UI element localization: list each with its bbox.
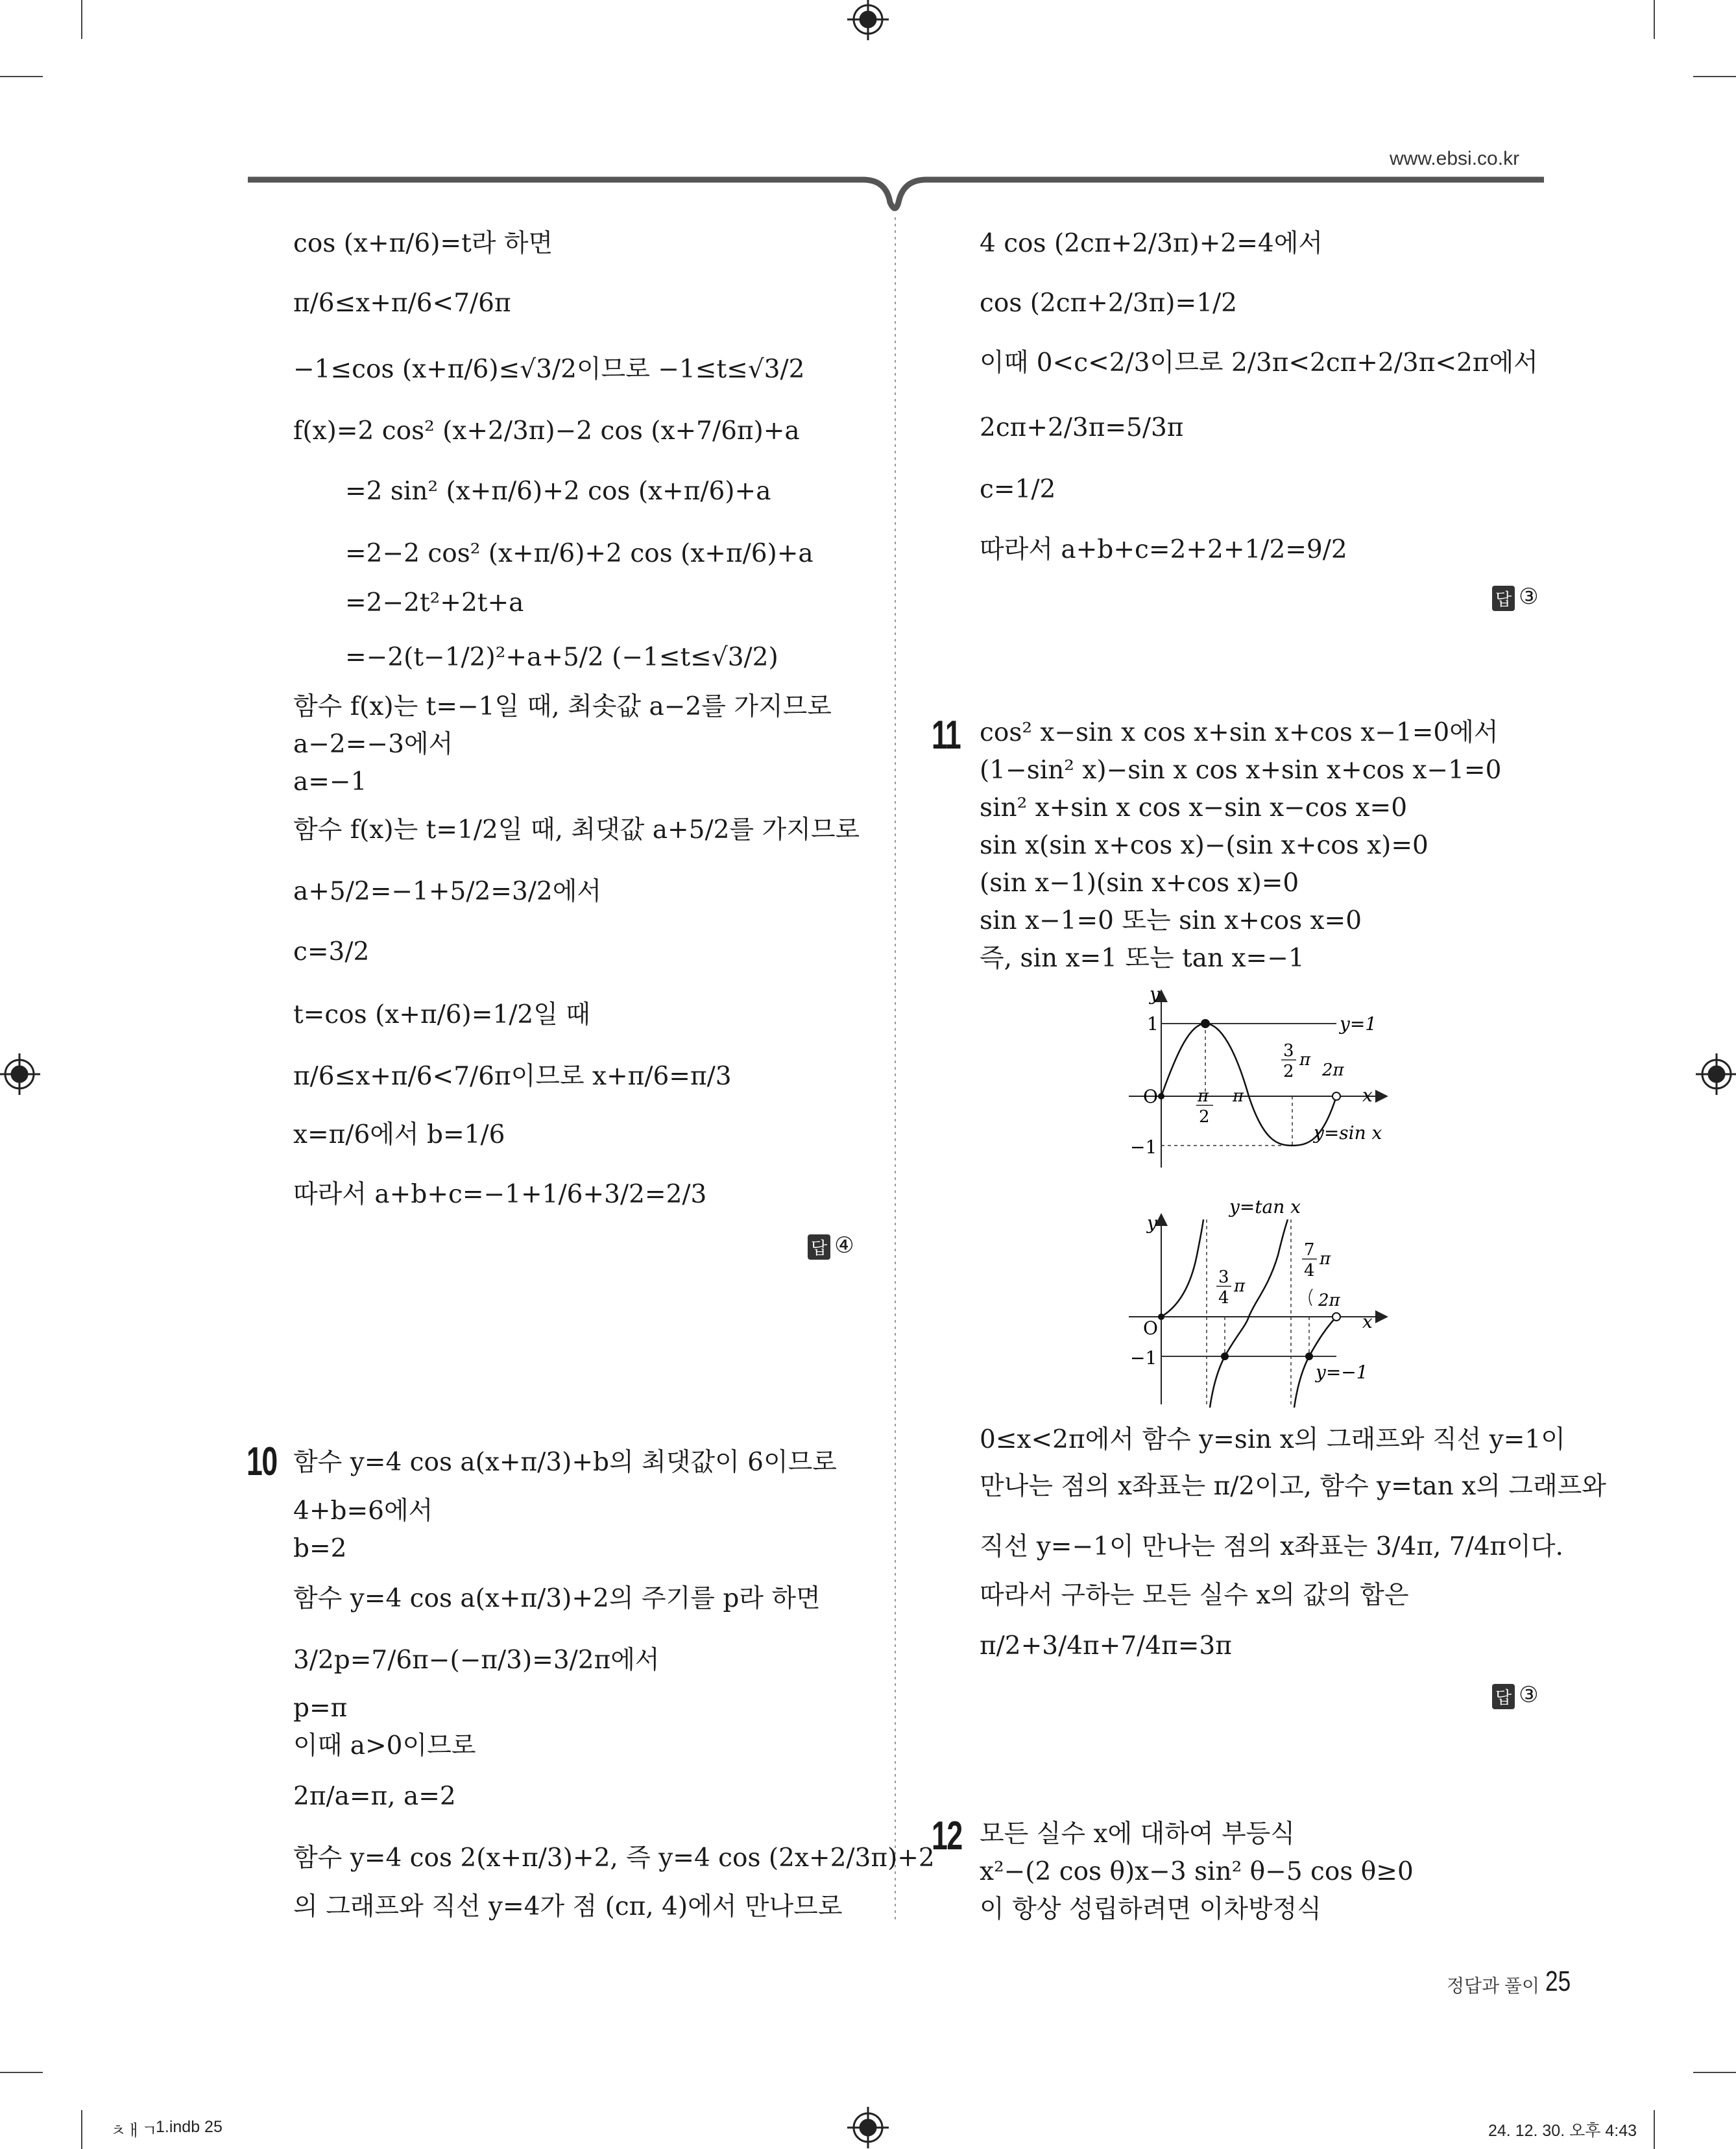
end-point-open	[1332, 1313, 1340, 1321]
left-line: a+5/2=−1+5/2=3/2에서	[293, 877, 602, 906]
answer-mark	[1492, 1682, 1539, 1709]
left-line: t=cos (x+π/6)=1/2일 때	[293, 1000, 590, 1029]
problem11-after-line: 따라서 구하는 모든 실수 x의 값의 합은	[980, 1581, 1409, 1610]
registration-mark-right	[1696, 1053, 1736, 1095]
y-axis-label: y	[1147, 1212, 1157, 1234]
x-tick-3q-num: 3	[1218, 1267, 1229, 1287]
problem11-line: cos² x−sin x cos x+sin x+cos x−1=0에서	[980, 718, 1499, 747]
x-tick-7q-den: 4	[1304, 1261, 1315, 1280]
registration-mark-top	[847, 0, 889, 40]
x-tick-7q-pi: π	[1320, 1249, 1331, 1269]
left-line: a−2=−3에서	[293, 730, 453, 759]
curve-label: y=sin x	[1314, 1122, 1382, 1144]
y-tick-neg1: −1	[1130, 1136, 1157, 1158]
problem11-line: sin² x+sin x cos x−sin x−cos x=0	[980, 793, 1408, 822]
problem12-line: 이 항상 성립하려면 이차방정식	[980, 1895, 1321, 1924]
left-line: 함수 f(x)는 t=−1일 때, 최솟값 a−2를 가지므로	[293, 692, 832, 721]
left-line: x=π/6에서 b=1/6	[293, 1120, 505, 1149]
curve-label: y=tan x	[1229, 1196, 1301, 1218]
problem11-line: (1−sin² x)−sin x cos x+sin x+cos x−1=0	[980, 756, 1502, 785]
right-line: 이때 0<c<2/3이므로 2/3π<2cπ+2/3π<2π에서	[980, 348, 1538, 378]
tan-branch-1	[1161, 1219, 1203, 1317]
problem10-line: 4+b=6에서	[293, 1496, 433, 1526]
footer-label: 정답과 풀이	[1447, 1976, 1540, 1996]
left-line: a=−1	[293, 767, 367, 797]
problem11-line: sin x−1=0 또는 sin x+cos x=0	[980, 906, 1362, 935]
y-axis-label: y	[1150, 986, 1160, 1005]
x-tick-3half-num: 3	[1283, 1041, 1294, 1061]
x-tick-pi-half-num: π	[1198, 1087, 1209, 1106]
line-label: y=1	[1340, 1013, 1377, 1035]
problem-number: 12	[932, 1814, 962, 1858]
answer-mark	[808, 1232, 854, 1260]
x-tick-2pi: 2π	[1318, 1291, 1340, 1310]
answer-value: ③	[1519, 1682, 1539, 1708]
answer-label: 답	[1492, 586, 1515, 611]
problem10-line: 의 그래프와 직선 y=4가 점 (cπ, 4)에서 만나므로	[293, 1892, 843, 1921]
answer-value: ③	[1519, 584, 1539, 610]
problem10-line: 함수 y=4 cos 2(x+π/3)+2, 즉 y=4 cos (2x+2/3π)+2	[293, 1843, 935, 1873]
x-axis-label: x	[1362, 1311, 1373, 1332]
problem12-line: 모든 실수 x에 대하여 부등식	[980, 1819, 1295, 1849]
page-number: 25	[1545, 1965, 1571, 1997]
problem-number: 10	[247, 1439, 277, 1484]
left-line: c=3/2	[293, 937, 370, 966]
right-line: cos (2cπ+2/3π)=1/2	[980, 289, 1237, 318]
start-point	[1158, 1093, 1164, 1099]
right-line: 2cπ+2/3π=5/3π	[980, 413, 1184, 442]
answer-value: ④	[834, 1232, 854, 1258]
sine-curve	[1161, 1024, 1336, 1146]
problem11-after-line: 만나는 점의 x좌표는 π/2이고, 함수 y=tan x의 그래프와	[980, 1472, 1606, 1501]
origin-label: O	[1143, 1086, 1158, 1107]
left-line: =2 sin² (x+π/6)+2 cos (x+π/6)+a	[345, 477, 771, 506]
right-line: c=1/2	[980, 475, 1056, 504]
x-tick-2pi: 2π	[1322, 1061, 1344, 1080]
sin-graph	[1116, 986, 1401, 1181]
registration-mark-left	[0, 1053, 40, 1095]
y-tick-neg1: −1	[1130, 1347, 1157, 1369]
problem10-line: 3/2p=7/6π−(−π/3)=3/2π에서	[293, 1646, 660, 1675]
x-tick-pi-half-den: 2	[1199, 1107, 1210, 1127]
left-line: =2−2t²+2t+a	[345, 588, 524, 618]
answer-mark	[1492, 584, 1539, 611]
slug-file: 1.indb 25	[156, 2118, 223, 2136]
line-label: y=−1	[1316, 1362, 1368, 1383]
right-line: 따라서 a+b+c=2+2+1/2=9/2	[980, 535, 1347, 564]
end-point-open	[1332, 1092, 1340, 1100]
problem10-line: b=2	[293, 1534, 347, 1563]
slug-prefix: ㅊㅐㄱ	[110, 2122, 158, 2140]
x-axis-label: x	[1362, 1085, 1373, 1106]
answer-label: 답	[1492, 1684, 1515, 1709]
problem11-after-line: 직선 y=−1이 만나는 점의 x좌표는 3/4π, 7/4π이다.	[980, 1532, 1563, 1561]
header-url: www.ebsi.co.kr	[1390, 148, 1520, 169]
left-line: f(x)=2 cos² (x+2/3π)−2 cos (x+7/6π)+a	[293, 416, 800, 446]
left-line: π/6≤x+π/6<7/6π이므로 x+π/6=π/3	[293, 1062, 732, 1091]
slug-date: 24. 12. 30. 오후 4:43	[1488, 2122, 1637, 2140]
answer-label: 답	[808, 1234, 830, 1260]
x-tick-3half-pi: π	[1299, 1050, 1311, 1070]
origin-label: O	[1143, 1317, 1158, 1339]
registration-mark-bottom	[847, 2107, 889, 2148]
left-line: 따라서 a+b+c=−1+1/6+3/2=2/3	[293, 1180, 707, 1209]
problem10-line: 2π/a=π, a=2	[293, 1782, 456, 1811]
left-line: cos (x+π/6)=t라 하면	[293, 229, 553, 258]
problem12-line: x²−(2 cos θ)x−3 sin² θ−5 cos θ≥0	[980, 1857, 1414, 1886]
y-tick-1: 1	[1147, 1013, 1159, 1035]
intersection-3pi4	[1221, 1352, 1229, 1360]
problem11-after-line: π/2+3/4π+7/4π=3π	[980, 1631, 1232, 1661]
x-tick-7q-num: 7	[1304, 1240, 1315, 1260]
x-tick-3q-pi: π	[1234, 1277, 1246, 1296]
problem10-line: 함수 y=4 cos a(x+π/3)+b의 최댓값이 6이므로	[293, 1448, 837, 1477]
tan-branch-2	[1210, 1219, 1288, 1408]
problem11-after-line: 0≤x<2π에서 함수 y=sin x의 그래프와 직선 y=1이	[980, 1425, 1565, 1454]
left-line: −1≤cos (x+π/6)≤√3/2이므로 −1≤t≤√3/2	[293, 355, 805, 384]
left-line: =2−2 cos² (x+π/6)+2 cos (x+π/6)+a	[345, 539, 814, 568]
problem11-line: sin x(sin x+cos x)−(sin x+cos x)=0	[980, 831, 1429, 860]
problem11-line: 즉, sin x=1 또는 tan x=−1	[980, 944, 1305, 973]
x-tick-pi: π	[1233, 1087, 1244, 1106]
max-point	[1201, 1019, 1210, 1028]
left-line: 함수 f(x)는 t=1/2일 때, 최댓값 a+5/2를 가지므로	[293, 815, 860, 845]
tan-graph	[1116, 1190, 1401, 1411]
header-rule	[248, 180, 1544, 208]
x-tick-3q-den: 4	[1218, 1288, 1229, 1308]
problem10-line: p=π	[293, 1694, 348, 1723]
x-tick-3half-den: 2	[1283, 1062, 1294, 1081]
problem11-line: (sin x−1)(sin x+cos x)=0	[980, 869, 1299, 898]
left-line: π/6≤x+π/6<7/6π	[293, 289, 511, 318]
right-line: 4 cos (2cπ+2/3π)+2=4에서	[980, 229, 1323, 258]
start-point	[1158, 1314, 1164, 1320]
problem-number: 11	[932, 713, 961, 758]
left-line: =−2(t−1/2)²+a+5/2 (−1≤t≤√3/2)	[345, 643, 778, 672]
problem10-line: 함수 y=4 cos a(x+π/3)+2의 주기를 p라 하면	[293, 1584, 821, 1613]
intersection-7pi4	[1305, 1352, 1313, 1360]
problem10-line: 이때 a>0이므로	[293, 1731, 476, 1760]
